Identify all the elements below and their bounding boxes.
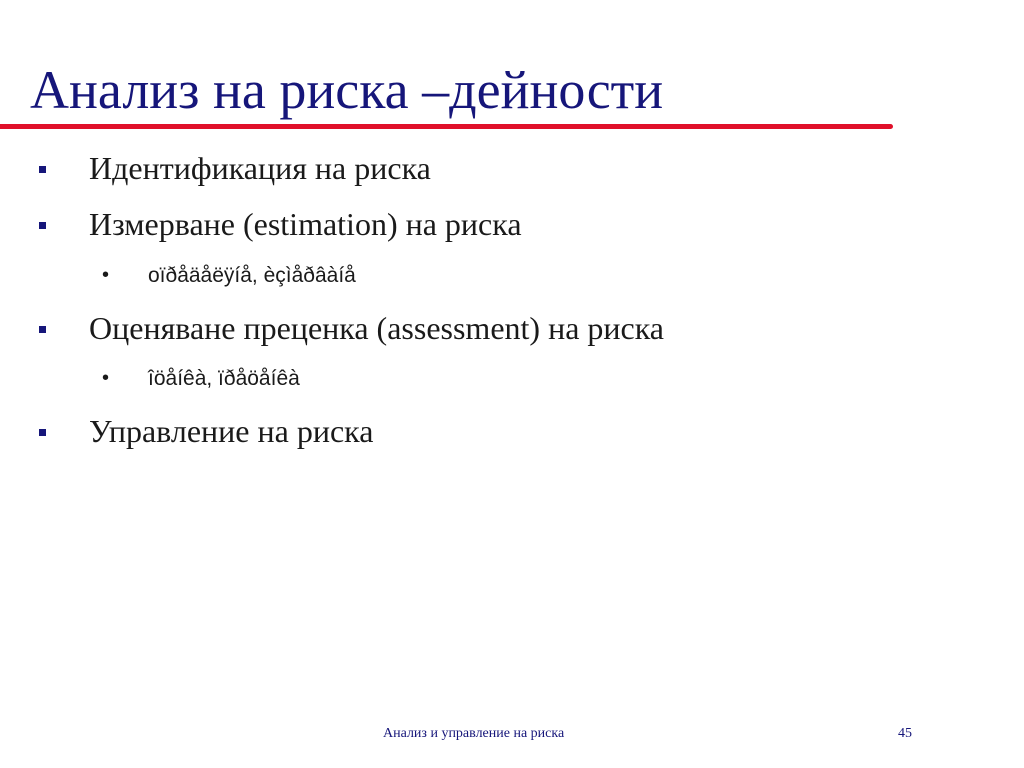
dot-bullet-icon: • — [102, 264, 110, 286]
square-bullet-icon — [39, 429, 46, 436]
square-bullet-icon — [39, 222, 46, 229]
square-bullet-icon — [39, 326, 46, 333]
footer-title: Анализ и управление на риска — [383, 726, 565, 741]
sub-bullet-text: oïðåäåëÿíå, èçìåðâàíå — [148, 264, 356, 287]
bullet-text: Идентификация на риска — [89, 150, 431, 186]
bullet-text: Измерване (estimation) на риска — [89, 206, 522, 242]
bullet-text: Управление на риска — [89, 413, 374, 449]
bullet-text: Оценяване преценка (assessment) на риска — [89, 310, 664, 346]
sub-bullet-text: îöåíêà, ïðåöåíêà — [148, 367, 300, 390]
slide-title: Анализ на риска –дейности — [30, 60, 664, 120]
square-bullet-icon — [39, 166, 46, 173]
page-number: 45 — [898, 726, 912, 741]
dot-bullet-icon: • — [102, 367, 110, 389]
